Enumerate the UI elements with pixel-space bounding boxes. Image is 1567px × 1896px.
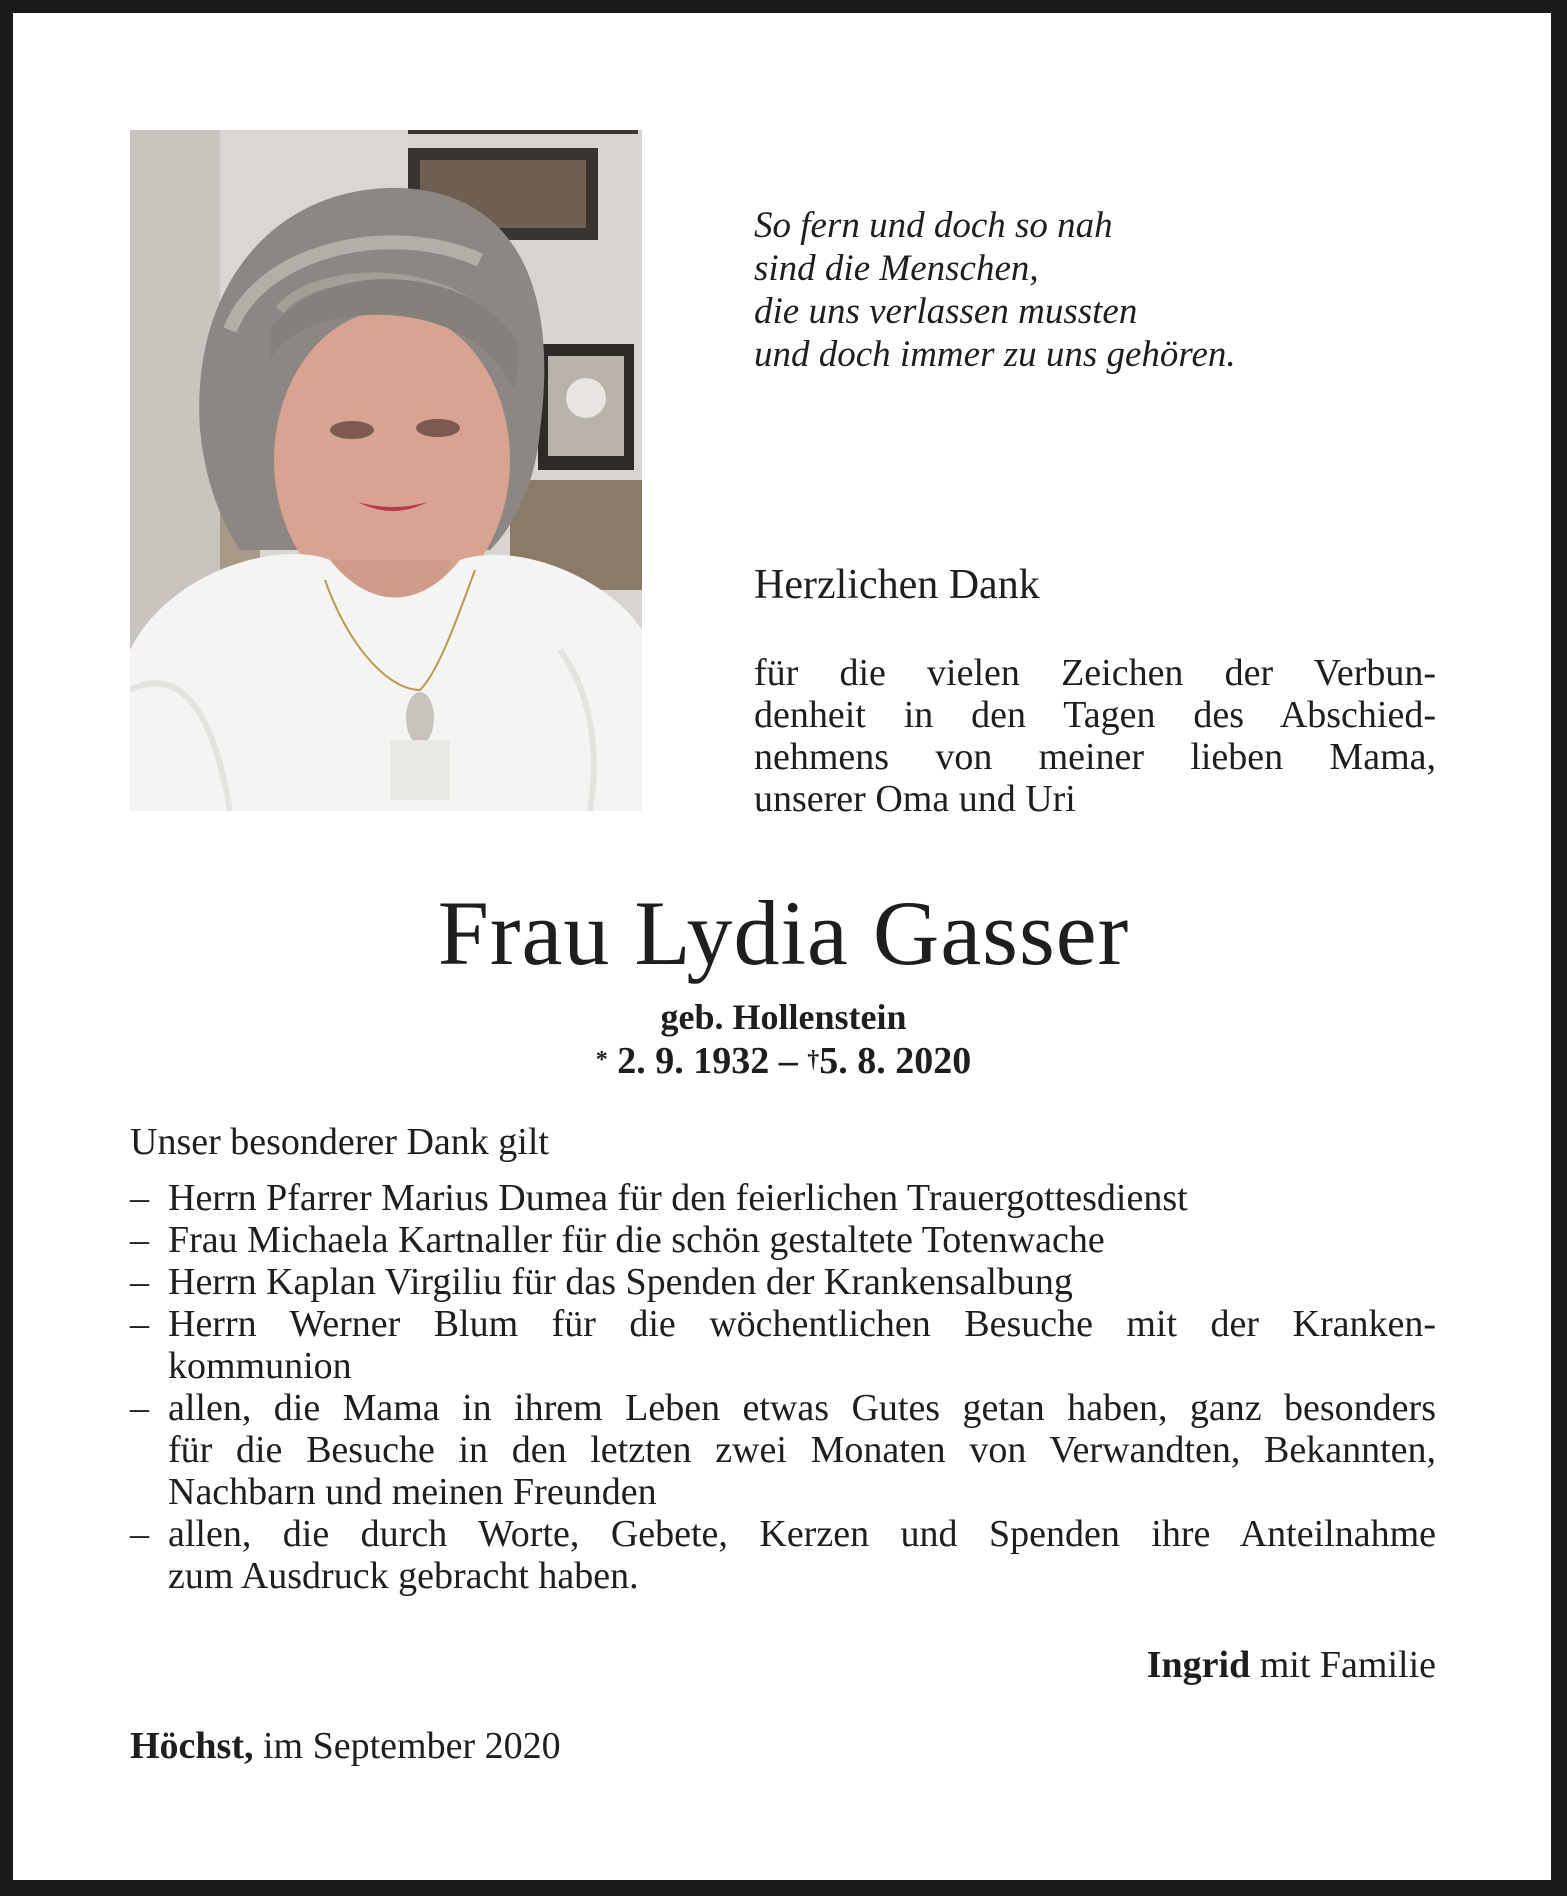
thanks-line: denheit in den Tagen des Abschied- xyxy=(754,694,1436,736)
list-item-line: für die Besuche in den letzten zwei Monaten von Verwandten, Bekannten, xyxy=(168,1429,1436,1471)
list-item-line: Herrn Werner Blum für die wöchentlichen Besuche mit der Kranken- xyxy=(168,1303,1436,1345)
dash-bullet: – xyxy=(130,1261,149,1303)
list-item-line: Frau Michaela Kartnaller für die schön gestaltete Totenwache xyxy=(168,1219,1105,1261)
signature-rest: mit Familie xyxy=(1259,1644,1436,1686)
life-dates xyxy=(0,1038,1567,1089)
list-item xyxy=(130,1219,1436,1261)
death-symbol: † xyxy=(807,1047,820,1073)
place-town: Höchst, xyxy=(130,1725,254,1767)
list-item-line: zum Ausdruck gebracht haben. xyxy=(168,1555,639,1597)
poem-line: die uns verlassen mussten xyxy=(754,291,1138,332)
list-item-line: Herrn Kaplan Virgiliu für das Spenden der Krankensalbung xyxy=(168,1261,1073,1303)
thanks-text xyxy=(754,652,1436,820)
dash-bullet: – xyxy=(130,1303,149,1345)
acknowledgements-list xyxy=(130,1177,1436,1597)
death-date: 5. 8. 2020 xyxy=(819,1040,972,1082)
list-item xyxy=(130,1303,1436,1387)
list-item-line: allen, die durch Worte, Gebete, Kerzen und Spenden ihre Anteilnahme xyxy=(168,1513,1436,1555)
portrait-photo xyxy=(130,130,642,811)
list-item-line: allen, die Mama in ihrem Leben etwas Gutes getan haben, ganz besonders xyxy=(168,1387,1436,1429)
poem-line: sind die Menschen, xyxy=(754,248,1039,289)
portrait-illustration xyxy=(130,130,642,811)
list-item-line: Herrn Pfarrer Marius Dumea für den feierlichen Trauergottesdienst xyxy=(168,1177,1188,1219)
list-item xyxy=(130,1177,1436,1219)
thanks-title: Herzlichen Dank xyxy=(754,562,1040,608)
list-item-line: kommunion xyxy=(168,1345,352,1387)
signature-name: Ingrid xyxy=(1146,1644,1251,1686)
birth-date: 2. 9. 1932 xyxy=(617,1040,770,1082)
list-item xyxy=(130,1513,1436,1597)
thanks-line: unserer Oma und Uri xyxy=(754,778,1076,820)
acknowledgements-intro: Unser besonderer Dank gilt xyxy=(130,1121,549,1163)
list-item-line: Nachbarn und meinen Freunden xyxy=(168,1471,657,1513)
deceased-name: Frau Lydia Gasser xyxy=(437,882,1130,984)
poem-line: und doch immer zu uns gehören. xyxy=(754,334,1236,375)
place-date: im September 2020 xyxy=(263,1725,561,1767)
dash-bullet: – xyxy=(130,1219,149,1261)
poem-line: So fern und doch so nah xyxy=(754,205,1113,246)
list-item xyxy=(130,1261,1436,1303)
maiden-name: geb. Hollenstein xyxy=(660,997,907,1037)
date-separator: – xyxy=(778,1040,798,1082)
dash-bullet: – xyxy=(130,1513,149,1555)
dash-bullet: – xyxy=(130,1387,149,1429)
poem xyxy=(754,204,1454,376)
place-and-date xyxy=(130,1723,561,1769)
birth-symbol: * xyxy=(595,1047,608,1073)
signature xyxy=(1147,1642,1436,1688)
thanks-line: für die vielen Zeichen der Verbun- xyxy=(754,652,1436,694)
list-item xyxy=(130,1387,1436,1513)
thanks-line: nehmens von meiner lieben Mama, xyxy=(754,736,1436,778)
dash-bullet: – xyxy=(130,1177,149,1219)
